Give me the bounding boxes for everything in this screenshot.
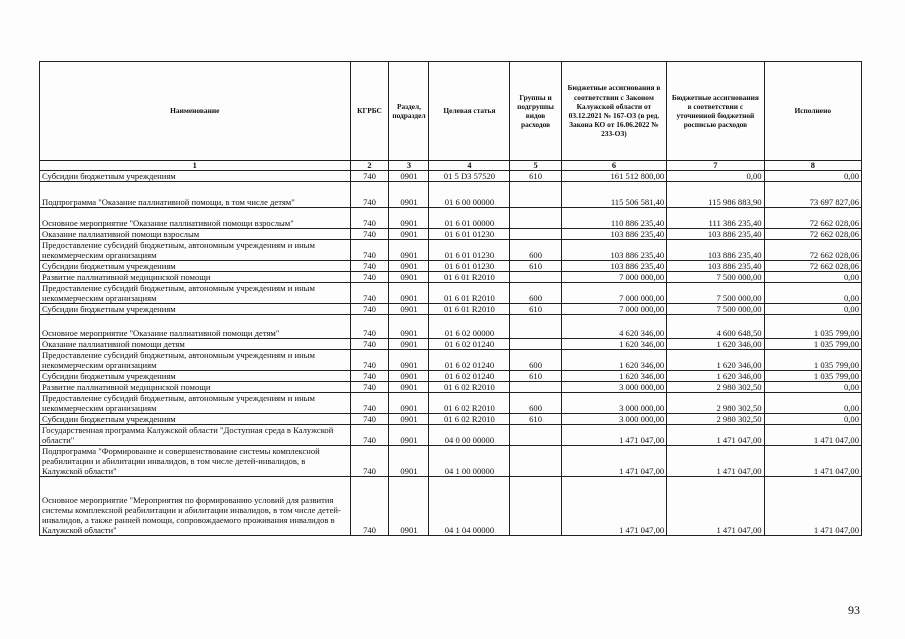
cell-law-amount: 103 886 235,40 <box>561 261 667 272</box>
column-number: 5 <box>510 161 561 171</box>
cell-law-amount: 7 000 000,00 <box>561 304 667 315</box>
table-row <box>40 446 862 477</box>
cell-name: Субсидии бюджетным учреждениям <box>40 414 351 425</box>
cell-section: 0901 <box>389 240 429 261</box>
header-target: Целевая статья <box>429 62 510 161</box>
cell-law-amount: 4 620 346,00 <box>561 315 667 339</box>
cell-kgrbs: 740 <box>350 208 389 229</box>
table-row <box>40 208 862 229</box>
table-row <box>40 315 862 339</box>
cell-kgrbs: 740 <box>350 350 389 371</box>
cell-group <box>510 272 561 283</box>
column-number: 7 <box>667 161 764 171</box>
cell-name: Субсидии бюджетным учреждениям <box>40 261 351 272</box>
cell-name: Субсидии бюджетным учреждениям <box>40 304 351 315</box>
cell-kgrbs: 740 <box>350 171 389 182</box>
table-row <box>40 339 862 350</box>
cell-law-amount: 3 000 000,00 <box>561 393 667 414</box>
cell-group <box>510 229 561 240</box>
cell-name: Предоставление субсидий бюджетным, автономным учреждениям и иным некоммерческим организациям <box>40 283 351 304</box>
cell-section: 0901 <box>389 171 429 182</box>
cell-section: 0901 <box>389 393 429 414</box>
cell-executed-amount: 1 035 799,00 <box>764 371 861 382</box>
cell-executed-amount: 72 662 028,06 <box>764 229 861 240</box>
cell-refined-amount: 7 500 000,00 <box>667 304 764 315</box>
cell-executed-amount: 1 035 799,00 <box>764 350 861 371</box>
cell-law-amount: 1 620 346,00 <box>561 350 667 371</box>
cell-group <box>510 182 561 208</box>
cell-law-amount: 110 886 235,40 <box>561 208 667 229</box>
cell-target: 01 5 D3 57520 <box>429 171 510 182</box>
cell-executed-amount: 1 035 799,00 <box>764 315 861 339</box>
table-row <box>40 425 862 446</box>
header-groups: Группы и подгруппы видов расходов <box>510 62 561 161</box>
cell-law-amount: 1 471 047,00 <box>561 477 667 536</box>
cell-executed-amount: 1 471 047,00 <box>764 425 861 446</box>
table-row <box>40 171 862 182</box>
cell-refined-amount: 2 980 302,50 <box>667 382 764 393</box>
cell-target: 01 6 02 01240 <box>429 371 510 382</box>
table-row <box>40 477 862 536</box>
cell-section: 0901 <box>389 414 429 425</box>
cell-section: 0901 <box>389 446 429 477</box>
cell-refined-amount: 1 471 047,00 <box>667 446 764 477</box>
cell-group <box>510 208 561 229</box>
cell-kgrbs: 740 <box>350 304 389 315</box>
cell-law-amount: 1 471 047,00 <box>561 446 667 477</box>
header-kgrbs: КГРБС <box>350 62 389 161</box>
table-row <box>40 261 862 272</box>
cell-refined-amount: 7 500 000,00 <box>667 283 764 304</box>
table-row <box>40 393 862 414</box>
cell-executed-amount: 72 662 028,06 <box>764 261 861 272</box>
cell-target: 01 6 02 R2010 <box>429 382 510 393</box>
cell-refined-amount: 1 471 047,00 <box>667 425 764 446</box>
cell-kgrbs: 740 <box>350 283 389 304</box>
cell-executed-amount: 0,00 <box>764 283 861 304</box>
cell-kgrbs: 740 <box>350 229 389 240</box>
cell-executed-amount: 0,00 <box>764 304 861 315</box>
cell-name: Предоставление субсидий бюджетным, автономным учреждениям и иным некоммерческим организациям <box>40 240 351 261</box>
cell-name: Основное мероприятие "Оказание паллиативной помощи взрослым" <box>40 208 351 229</box>
column-number: 2 <box>350 161 389 171</box>
cell-target: 01 6 02 00000 <box>429 315 510 339</box>
cell-section: 0901 <box>389 371 429 382</box>
cell-name: Основное мероприятие "Оказание паллиативной помощи детям" <box>40 315 351 339</box>
cell-kgrbs: 740 <box>350 414 389 425</box>
cell-target: 01 6 01 00000 <box>429 208 510 229</box>
cell-kgrbs: 740 <box>350 240 389 261</box>
cell-law-amount: 115 506 581,40 <box>561 182 667 208</box>
cell-section: 0901 <box>389 182 429 208</box>
cell-refined-amount: 2 980 302,50 <box>667 393 764 414</box>
cell-name: Оказание паллиативной помощи детям <box>40 339 351 350</box>
cell-group: 610 <box>510 171 561 182</box>
cell-refined-amount: 7 500 000,00 <box>667 272 764 283</box>
cell-group: 610 <box>510 371 561 382</box>
cell-refined-amount: 1 471 047,00 <box>667 477 764 536</box>
cell-kgrbs: 740 <box>350 182 389 208</box>
cell-target: 01 6 01 R2010 <box>429 283 510 304</box>
cell-section: 0901 <box>389 350 429 371</box>
cell-name: Предоставление субсидий бюджетным, автономным учреждениям и иным некоммерческим организациям <box>40 393 351 414</box>
budget-table <box>39 61 862 536</box>
cell-target: 01 6 01 R2010 <box>429 272 510 283</box>
header-executed: Исполнено <box>764 62 861 161</box>
cell-group: 600 <box>510 283 561 304</box>
cell-section: 0901 <box>389 229 429 240</box>
cell-refined-amount: 1 620 346,00 <box>667 371 764 382</box>
cell-name: Подпрограмма "Оказание паллиативной помощи, в том числе детям" <box>40 182 351 208</box>
cell-kgrbs: 740 <box>350 371 389 382</box>
cell-name: Субсидии бюджетным учреждениям <box>40 371 351 382</box>
column-number: 6 <box>561 161 667 171</box>
cell-executed-amount: 1 471 047,00 <box>764 477 861 536</box>
cell-executed-amount: 73 697 827,06 <box>764 182 861 208</box>
cell-name: Предоставление субсидий бюджетным, автономным учреждениям и иным некоммерческим организациям <box>40 350 351 371</box>
cell-target: 01 6 01 R2010 <box>429 304 510 315</box>
cell-refined-amount: 115 986 883,90 <box>667 182 764 208</box>
cell-refined-amount: 103 886 235,40 <box>667 229 764 240</box>
cell-target: 01 6 00 00000 <box>429 182 510 208</box>
cell-section: 0901 <box>389 477 429 536</box>
table-row <box>40 272 862 283</box>
cell-kgrbs: 740 <box>350 339 389 350</box>
cell-group: 600 <box>510 393 561 414</box>
column-number: 4 <box>429 161 510 171</box>
cell-section: 0901 <box>389 315 429 339</box>
cell-name: Развитие паллиативной медицинской помощи <box>40 272 351 283</box>
cell-executed-amount: 72 662 028,06 <box>764 208 861 229</box>
cell-target: 01 6 02 R2010 <box>429 414 510 425</box>
cell-kgrbs: 740 <box>350 425 389 446</box>
header-refined-assignments: Бюджетные ассигнования в соответствии с уточненной бюджетной росписью расходов <box>667 62 764 161</box>
cell-group: 610 <box>510 414 561 425</box>
cell-law-amount: 103 886 235,40 <box>561 229 667 240</box>
cell-refined-amount: 103 886 235,40 <box>667 261 764 272</box>
cell-section: 0901 <box>389 208 429 229</box>
header-section: Раздел, подраздел <box>389 62 429 161</box>
column-number: 3 <box>389 161 429 171</box>
cell-name: Государственная программа Калужской области "Доступная среда в Калужской области" <box>40 425 351 446</box>
cell-target: 04 0 00 00000 <box>429 425 510 446</box>
cell-group <box>510 446 561 477</box>
cell-law-amount: 1 620 346,00 <box>561 371 667 382</box>
cell-section: 0901 <box>389 283 429 304</box>
cell-target: 01 6 01 01230 <box>429 229 510 240</box>
cell-law-amount: 3 000 000,00 <box>561 382 667 393</box>
column-number: 8 <box>764 161 861 171</box>
cell-refined-amount: 2 980 302,50 <box>667 414 764 425</box>
cell-group: 610 <box>510 304 561 315</box>
cell-group: 600 <box>510 240 561 261</box>
cell-refined-amount: 103 886 235,40 <box>667 240 764 261</box>
table-header-row <box>40 62 862 161</box>
cell-kgrbs: 740 <box>350 446 389 477</box>
cell-group <box>510 477 561 536</box>
cell-name: Подпрограмма "Формирование и совершенствование системы комплексной реабилитации и абилитации инвалидов, в том числе детей-инвалидов, в Калужской области" <box>40 446 351 477</box>
table-row <box>40 229 862 240</box>
cell-refined-amount: 4 600 648,50 <box>667 315 764 339</box>
table-row <box>40 283 862 304</box>
table-body <box>40 171 862 536</box>
cell-executed-amount: 0,00 <box>764 414 861 425</box>
cell-kgrbs: 740 <box>350 261 389 272</box>
cell-target: 01 6 01 01230 <box>429 261 510 272</box>
page-number: 93 <box>848 603 860 617</box>
cell-target: 01 6 02 01240 <box>429 350 510 371</box>
cell-target: 01 6 02 R2010 <box>429 393 510 414</box>
cell-target: 04 1 00 00000 <box>429 446 510 477</box>
cell-group: 610 <box>510 261 561 272</box>
cell-law-amount: 103 886 235,40 <box>561 240 667 261</box>
table-row <box>40 414 862 425</box>
cell-law-amount: 3 000 000,00 <box>561 414 667 425</box>
cell-group <box>510 382 561 393</box>
cell-target: 01 6 01 01230 <box>429 240 510 261</box>
cell-law-amount: 7 000 000,00 <box>561 272 667 283</box>
cell-refined-amount: 1 620 346,00 <box>667 339 764 350</box>
header-name: Наименование <box>40 62 351 161</box>
cell-law-amount: 1 620 346,00 <box>561 339 667 350</box>
cell-group <box>510 339 561 350</box>
cell-group <box>510 425 561 446</box>
cell-executed-amount: 0,00 <box>764 171 861 182</box>
cell-name: Субсидии бюджетным учреждениям <box>40 171 351 182</box>
table-row <box>40 371 862 382</box>
cell-group: 600 <box>510 350 561 371</box>
cell-target: 04 1 04 00000 <box>429 477 510 536</box>
cell-kgrbs: 740 <box>350 315 389 339</box>
table-row <box>40 350 862 371</box>
table-row <box>40 304 862 315</box>
cell-group <box>510 315 561 339</box>
cell-target: 01 6 02 01240 <box>429 339 510 350</box>
cell-kgrbs: 740 <box>350 393 389 414</box>
table-row <box>40 240 862 261</box>
cell-name: Оказание паллиативной помощи взрослым <box>40 229 351 240</box>
cell-law-amount: 7 000 000,00 <box>561 283 667 304</box>
cell-refined-amount: 0,00 <box>667 171 764 182</box>
cell-kgrbs: 740 <box>350 272 389 283</box>
cell-law-amount: 161 512 800,00 <box>561 171 667 182</box>
cell-section: 0901 <box>389 261 429 272</box>
cell-name: Развитие паллиативной медицинской помощи <box>40 382 351 393</box>
cell-executed-amount: 0,00 <box>764 393 861 414</box>
cell-law-amount: 1 471 047,00 <box>561 425 667 446</box>
cell-executed-amount: 1 471 047,00 <box>764 446 861 477</box>
cell-refined-amount: 1 620 346,00 <box>667 350 764 371</box>
cell-section: 0901 <box>389 304 429 315</box>
cell-executed-amount: 72 662 028,06 <box>764 240 861 261</box>
header-law-assignments: Бюджетные ассигнования в соответствии с Законом Калужской области от 03.12.2021 № 167-ОЗ (в ред. Закона КО от 16.06.2022 № 233-ОЗ) <box>561 62 667 161</box>
cell-section: 0901 <box>389 382 429 393</box>
cell-kgrbs: 740 <box>350 382 389 393</box>
cell-section: 0901 <box>389 425 429 446</box>
cell-executed-amount: 0,00 <box>764 382 861 393</box>
cell-section: 0901 <box>389 339 429 350</box>
table-row <box>40 382 862 393</box>
cell-name: Основное мероприятие "Мероприятия по формированию условий для развития системы комплексной реабилитации и абилитации инвалидов, в том числе детей-инвалидов, а также ранней помощи, сопровождаемого проживания инвалидов в Калужской области" <box>40 477 351 536</box>
column-number: 1 <box>40 161 351 171</box>
cell-executed-amount: 1 035 799,00 <box>764 339 861 350</box>
cell-section: 0901 <box>389 272 429 283</box>
cell-executed-amount: 0,00 <box>764 272 861 283</box>
table-row <box>40 182 862 208</box>
column-number-row <box>40 161 862 171</box>
cell-refined-amount: 111 386 235,40 <box>667 208 764 229</box>
cell-kgrbs: 740 <box>350 477 389 536</box>
